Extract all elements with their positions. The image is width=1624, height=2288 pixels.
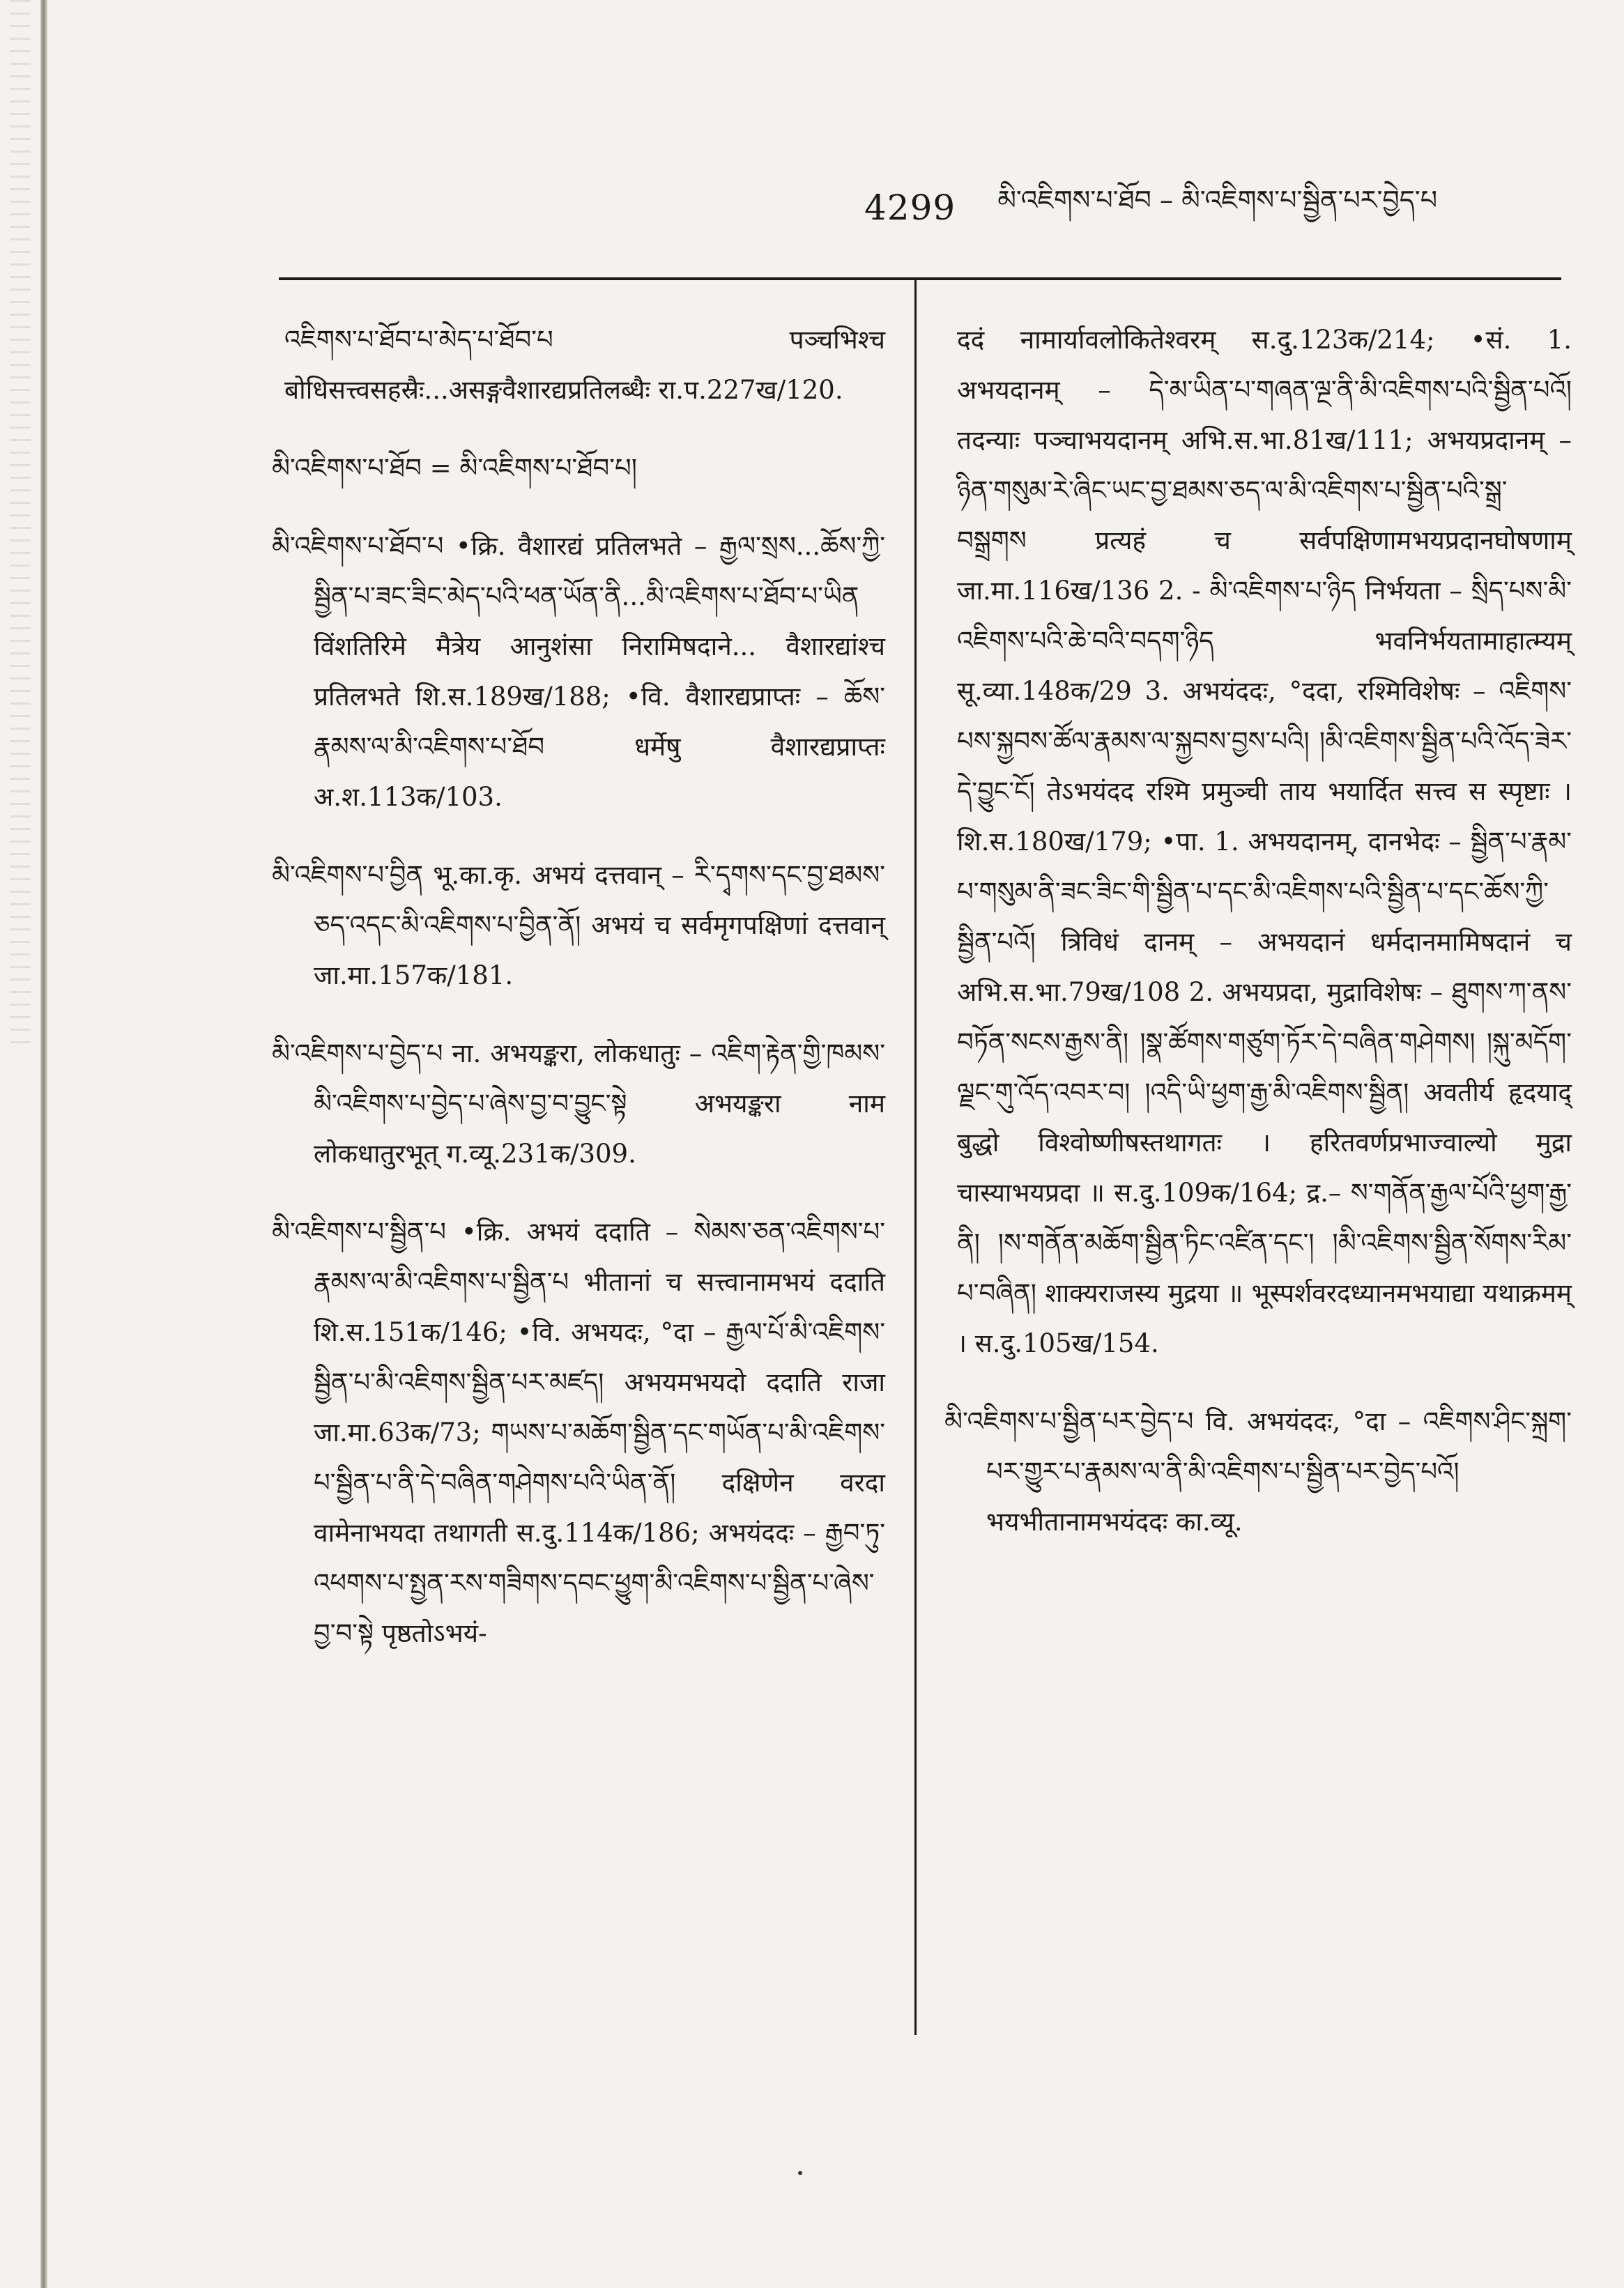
page-number: 4299 bbox=[864, 187, 956, 228]
dictionary-entry: མི་འཇིགས་པ་སྦྱིན་པ •क्रि. अभयं ददाति – སེམས་ཅན་འཇིགས་པ་རྣམས་ལ་མི་འཇིགས་པ་སྦྱིན་པ भीतानां च सत्त्वानामभयं ददाति शि.स.151क/146; •वि. अभयदः, °दा – རྒྱལ་པོ་མི་འཇིགས་སྦྱིན་པ་མི་འཇིགས་སྦྱིན་པར་མཛད། अभयमभयदो ददाति राजा जा.मा.63क/73; གཡས་པ་མཆོག་སྦྱིན་དང་གཡོན་པ་མི་འཇིགས་པ་སྦྱིན་པ་ནི་དེ་བཞིན་གཤེགས་པའི་ཡིན་ནོ། दक्षिणेन वरदा वामेनाभयदा तथागती स.दु.114क/186; अभयंददः – རྒྱབ་ཏུ་འཕགས་པ་སྤྱན་རས་གཟིགས་དབང་ཕྱུག་མི་འཇིགས་པ་སྦྱིན་པ་ཞེས་བྱ་བ་སྟེ पृष्ठतोऽभयं- bbox=[272, 1217, 885, 1648]
dictionary-entry: མི་འཇིགས་པ་བྱིན भू.का.कृ. अभयं दत्तवान् – རི་དྭགས་དང་བྱ་ཐམས་ཅད་འདང་མི་འཇིགས་པ་བྱིན་ནོ། अभयं च सर्वमृगपक्षिणां दत्तवान् जा.मा.157क/181. bbox=[272, 860, 885, 990]
dictionary-entry: མི་འཇིགས་པ་ཐོབ་པ •क्रि. वैशारद्यं प्रतिलभते – རྒྱལ་སྲས...ཆོས་ཀྱི་སྦྱིན་པ་ཟང་ཟིང་མེད་པའི་ཕན་ཡོན་ནི...མི་འཇིགས་པ་ཐོབ་པ་ཡིན विंशतिरिमे मैत्रेय आनुशंसा निरामिषदाने... वैशारद्यांश्च प्रतिलभते शि.स.189ख/188; •वि. वैशारद्यप्राप्तः – ཆོས་རྣམས་ལ་མི་འཇིགས་པ་ཐོབ धर्मेषु वैशारद्यप्राप्तः अ.श.113क/103. bbox=[272, 531, 885, 812]
page-header bbox=[864, 180, 1575, 236]
column-divider bbox=[914, 279, 917, 2035]
header-rule bbox=[279, 277, 1561, 280]
right-column bbox=[944, 315, 1572, 1575]
scan-speck bbox=[798, 2171, 802, 2175]
dictionary-entry: མི་འཇིགས་པ་བྱེད་པ ना. अभयङ्करा, लोकधातुः – འཇིག་རྟེན་གྱི་ཁམས་མི་འཇིགས་པ་བྱེད་པ་ཞེས་བྱ་བ་བྱུང་སྟེ अभयङ्करा नाम लोकधातुरभूत् ग.व्यू.231क/309. bbox=[272, 1038, 885, 1169]
dictionary-entry: ददं नामार्यावलोकितेश्वरम् स.दु.123क/214; •सं. 1. अभयदानम् – དེ་མ་ཡིན་པ་གཞན་ལྔ་ནི་མི་འཇིགས་པའི་སྦྱིན་པའོ། तदन्याः पञ्चाभयदानम् अभि.स.भा.81ख/111; अभयप्रदानम् – ཉིན་གསུམ་རེ་ཞིང་ཡང་བྱ་ཐམས་ཅད་ལ་མི་འཇིགས་པ་སྦྱིན་པའི་སྒྲ་བསྒྲགས प्रत्यहं च सर्वपक्षिणामभयप्रदानघोषणाम् जा.मा.116ख/136 2. - མི་འཇིགས་པ་ཉིད निर्भयता – སྲིད་པས་མི་འཇིགས་པའི་ཆེ་བའི་བདག་ཉིད भवनिर्भयतामाहात्म्यम् सू.व्या.148क/29 3. अभयंददः, °ददा, रश्मिविशेषः – འཇིགས་པས་སྐྱབས་ཚོལ་རྣམས་ལ་སྐྱབས་བྱས་པའི། །མི་འཇིགས་སྦྱིན་པའི་འོད་ཟེར་དེ་བྱུང་ངོ། तेऽभयंदद रश्मि प्रमुञ्ची ताय भयार्दित सत्त्व स स्पृष्टाः । शि.स.180ख/179; •पा. 1. अभयदानम्, दानभेदः – སྦྱིན་པ་རྣམ་པ་གསུམ་ནི་ཟང་ཟིང་གི་སྦྱིན་པ་དང་མི་འཇིགས་པའི་སྦྱིན་པ་དང་ཆོས་ཀྱི་སྦྱིན་པའོ། त्रिविधं दानम् – अभयदानं धर्मदानमामिषदानं च अभि.स.भा.79ख/108 2. अभयप्रदा, मुद्राविशेषः – ཐུགས་ཀ་ནས་བཏོན་སངས་རྒྱས་ནི། །སྣ་ཚོགས་གཙུག་ཏོར་དེ་བཞིན་གཤེགས། །སྐུ་མདོག་ལྗང་གུ་འོད་འབར་བ། །འདི་ཡི་ཕྱག་རྒྱ་མི་འཇིགས་སྦྱིན། अवतीर्य हृदयाद् बुद्धो विश्वोष्णीषस्तथागतः । हरितवर्णप्रभाज्वाल्यो मुद्रा चास्याभयप्रदा ॥ स.दु.109क/164; द्र.– ས་གནོན་རྒྱལ་པོའི་ཕྱག་རྒྱ་ནི། །ས་གནོན་མཆོག་སྦྱིན་ཏིང་འཛིན་དང་། །མི་འཇིགས་སྦྱིན་སོགས་རིམ་པ་བཞིན། शाक्यराजस्य मुद्रया ॥ भूस्पर्शवरदध्यानमभयाद्या यथाक्रमम् । स.दु.105ख/154. bbox=[957, 325, 1572, 1358]
page-edge-shadow bbox=[10, 0, 31, 1045]
dictionary-entry: མི་འཇིགས་པ་ཐོབ = མི་འཇིགས་པ་ཐོབ་པ། bbox=[272, 453, 637, 483]
book-spine bbox=[40, 0, 47, 2288]
dictionary-entry: འཇིགས་པ་ཐོབ་པ་མེད་པ་ཐོབ་པ पञ्चभिश्च बोधिसत्त्वसहस्रैः...असङ्गवैशारद्यप्रतिलब्धैः रा.प.227ख/120. bbox=[284, 325, 885, 405]
left-column bbox=[272, 315, 885, 1687]
running-head: མི་འཇིགས་པ་ཐོབ – མི་འཇིགས་པ་སྦྱིན་པར་བྱེད་པ bbox=[997, 184, 1438, 215]
dictionary-entry: མི་འཇིགས་པ་སྦྱིན་པར་བྱེད་པ वि. अभयंददः, °दा – འཇིགས་ཤིང་སྐྲག་པར་གྱུར་པ་རྣམས་ལ་ནི་མི་འཇིགས་པ་སྦྱིན་པར་བྱེད་པའོ། भयभीतानामभयंददः का.व्यू. bbox=[944, 1406, 1572, 1537]
